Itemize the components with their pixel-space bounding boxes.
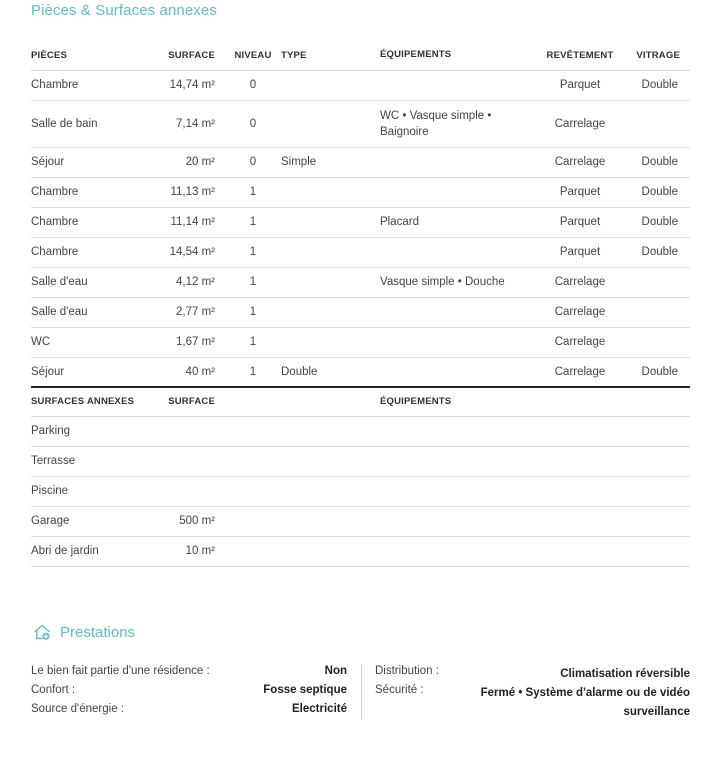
room-type — [281, 207, 380, 237]
room-name: Salle de bain — [31, 100, 167, 147]
room-equipements — [380, 177, 538, 207]
room-niveau: 1 — [215, 177, 281, 207]
prestation-key: Confort : — [31, 684, 76, 696]
room-revetement: Carrelage — [538, 297, 622, 327]
room-equipements: Vasque simple • Douche — [380, 267, 538, 297]
annex-surface: 10 m² — [167, 536, 215, 566]
table-row — [31, 357, 690, 387]
col-header-vitrage: VITRAGE — [622, 41, 690, 70]
room-type — [281, 70, 380, 100]
col-header-surface: SURFACE — [167, 41, 215, 70]
col-header-annex-surface: SURFACE — [167, 387, 215, 416]
room-surface: 40 m² — [167, 357, 215, 387]
prestation-row — [375, 665, 690, 684]
room-surface: 4,12 m² — [167, 267, 215, 297]
room-surface: 14,74 m² — [167, 70, 215, 100]
room-niveau: 1 — [215, 357, 281, 387]
prestation-row — [31, 665, 347, 684]
room-equipements — [380, 357, 538, 387]
room-equipements — [380, 70, 538, 100]
room-revetement: Parquet — [538, 177, 622, 207]
room-name: Séjour — [31, 147, 167, 177]
prestations-left-list — [31, 665, 347, 722]
col-header-niveau: NIVEAU — [215, 41, 281, 70]
annex-surface — [167, 416, 215, 446]
prestation-key: Sécurité : — [375, 684, 424, 696]
annex-surface — [167, 476, 215, 506]
room-equipements — [380, 147, 538, 177]
room-name: Salle d'eau — [31, 267, 167, 297]
room-surface: 1,67 m² — [167, 327, 215, 357]
prestation-key: Le bien fait partie d'une résidence : — [31, 665, 210, 677]
room-surface: 20 m² — [167, 147, 215, 177]
prestations-divider — [361, 664, 362, 720]
room-niveau: 0 — [215, 147, 281, 177]
prestation-key: Source d'énergie : — [31, 703, 124, 715]
room-vitrage — [622, 327, 690, 357]
room-revetement: Carrelage — [538, 147, 622, 177]
room-name: Chambre — [31, 177, 167, 207]
room-niveau: 1 — [215, 237, 281, 267]
prestation-value: Electricité — [292, 703, 347, 715]
annex-surface: 500 m² — [167, 506, 215, 536]
room-revetement: Carrelage — [538, 327, 622, 357]
room-surface: 11,13 m² — [167, 177, 215, 207]
table-row — [31, 327, 690, 357]
room-vitrage — [622, 100, 690, 147]
room-type — [281, 267, 380, 297]
room-equipements: Placard — [380, 207, 538, 237]
room-vitrage: Double — [622, 237, 690, 267]
col-header-revetement: REVÊTEMENT — [538, 41, 622, 70]
room-name: WC — [31, 327, 167, 357]
rooms-header-row — [31, 41, 690, 70]
col-header-equipements: ÉQUIPEMENTS — [380, 41, 538, 70]
room-niveau: 1 — [215, 207, 281, 237]
prestation-key: Distribution : — [375, 665, 439, 677]
prestation-value: Fosse septique — [263, 684, 347, 696]
room-type — [281, 177, 380, 207]
room-vitrage: Double — [622, 70, 690, 100]
prestation-value: Climatisation réversible — [560, 668, 690, 680]
table-row — [31, 100, 690, 147]
rooms-table — [31, 41, 690, 567]
table-row — [31, 177, 690, 207]
table-row — [31, 147, 690, 177]
room-vitrage: Double — [622, 147, 690, 177]
room-revetement: Carrelage — [538, 100, 622, 147]
prestation-value: Non — [324, 665, 347, 677]
table-row — [31, 536, 690, 566]
room-surface: 2,77 m² — [167, 297, 215, 327]
col-header-annex-equipements: ÉQUIPEMENTS — [380, 387, 538, 416]
room-niveau: 1 — [215, 297, 281, 327]
room-revetement: Carrelage — [538, 357, 622, 387]
table-row — [31, 416, 690, 446]
col-header-surfaces-annexes: SURFACES ANNEXES — [31, 387, 167, 416]
table-row — [31, 297, 690, 327]
room-revetement: Parquet — [538, 70, 622, 100]
room-surface: 14,54 m² — [167, 237, 215, 267]
room-type — [281, 237, 380, 267]
room-type: Double — [281, 357, 380, 387]
room-equipements — [380, 237, 538, 267]
annex-equipements — [380, 536, 538, 566]
col-header-type: TYPE — [281, 41, 380, 70]
room-type — [281, 327, 380, 357]
annex-name: Piscine — [31, 476, 167, 506]
table-row — [31, 446, 690, 476]
table-row — [31, 267, 690, 297]
annex-name: Abri de jardin — [31, 536, 167, 566]
room-vitrage: Double — [622, 357, 690, 387]
annex-name: Terrasse — [31, 446, 167, 476]
annex-equipements — [380, 506, 538, 536]
room-vitrage: Double — [622, 207, 690, 237]
table-row — [31, 237, 690, 267]
col-header-pieces: PIÈCES — [31, 41, 167, 70]
prestation-row — [31, 684, 347, 703]
section-title: Pièces & Surfaces annexes — [31, 2, 217, 19]
room-revetement: Carrelage — [538, 267, 622, 297]
room-revetement: Parquet — [538, 207, 622, 237]
annex-equipements — [380, 476, 538, 506]
room-surface: 11,14 m² — [167, 207, 215, 237]
annex-equipements — [380, 416, 538, 446]
room-vitrage — [622, 267, 690, 297]
prestations-title: Prestations — [60, 623, 136, 641]
room-type: Simple — [281, 147, 380, 177]
room-equipements — [380, 327, 538, 357]
room-name: Chambre — [31, 237, 167, 267]
annex-header-row — [31, 387, 690, 416]
annex-name: Garage — [31, 506, 167, 536]
prestations-right-list — [375, 665, 690, 722]
room-niveau: 1 — [215, 327, 281, 357]
annex-name: Parking — [31, 416, 167, 446]
room-niveau: 1 — [215, 267, 281, 297]
room-equipements — [380, 297, 538, 327]
room-niveau: 0 — [215, 100, 281, 147]
room-type — [281, 100, 380, 147]
prestations-heading — [33, 623, 135, 641]
prestation-row — [375, 684, 690, 722]
room-revetement: Parquet — [538, 237, 622, 267]
annex-surface — [167, 446, 215, 476]
room-name: Chambre — [31, 70, 167, 100]
prestation-row — [31, 703, 347, 722]
room-name: Salle d'eau — [31, 297, 167, 327]
prestation-value: Fermé • Système d'alarme ou de vidéo surveillance — [480, 687, 690, 718]
table-row — [31, 506, 690, 536]
room-name: Chambre — [31, 207, 167, 237]
table-row — [31, 207, 690, 237]
room-equipements: WC • Vasque simple • Baignoire — [380, 100, 538, 147]
annex-equipements — [380, 446, 538, 476]
table-row — [31, 476, 690, 506]
room-name: Séjour — [31, 357, 167, 387]
room-niveau: 0 — [215, 70, 281, 100]
room-vitrage — [622, 297, 690, 327]
room-vitrage: Double — [622, 177, 690, 207]
house-plus-icon — [33, 623, 51, 641]
table-row — [31, 70, 690, 100]
room-type — [281, 297, 380, 327]
room-surface: 7,14 m² — [167, 100, 215, 147]
